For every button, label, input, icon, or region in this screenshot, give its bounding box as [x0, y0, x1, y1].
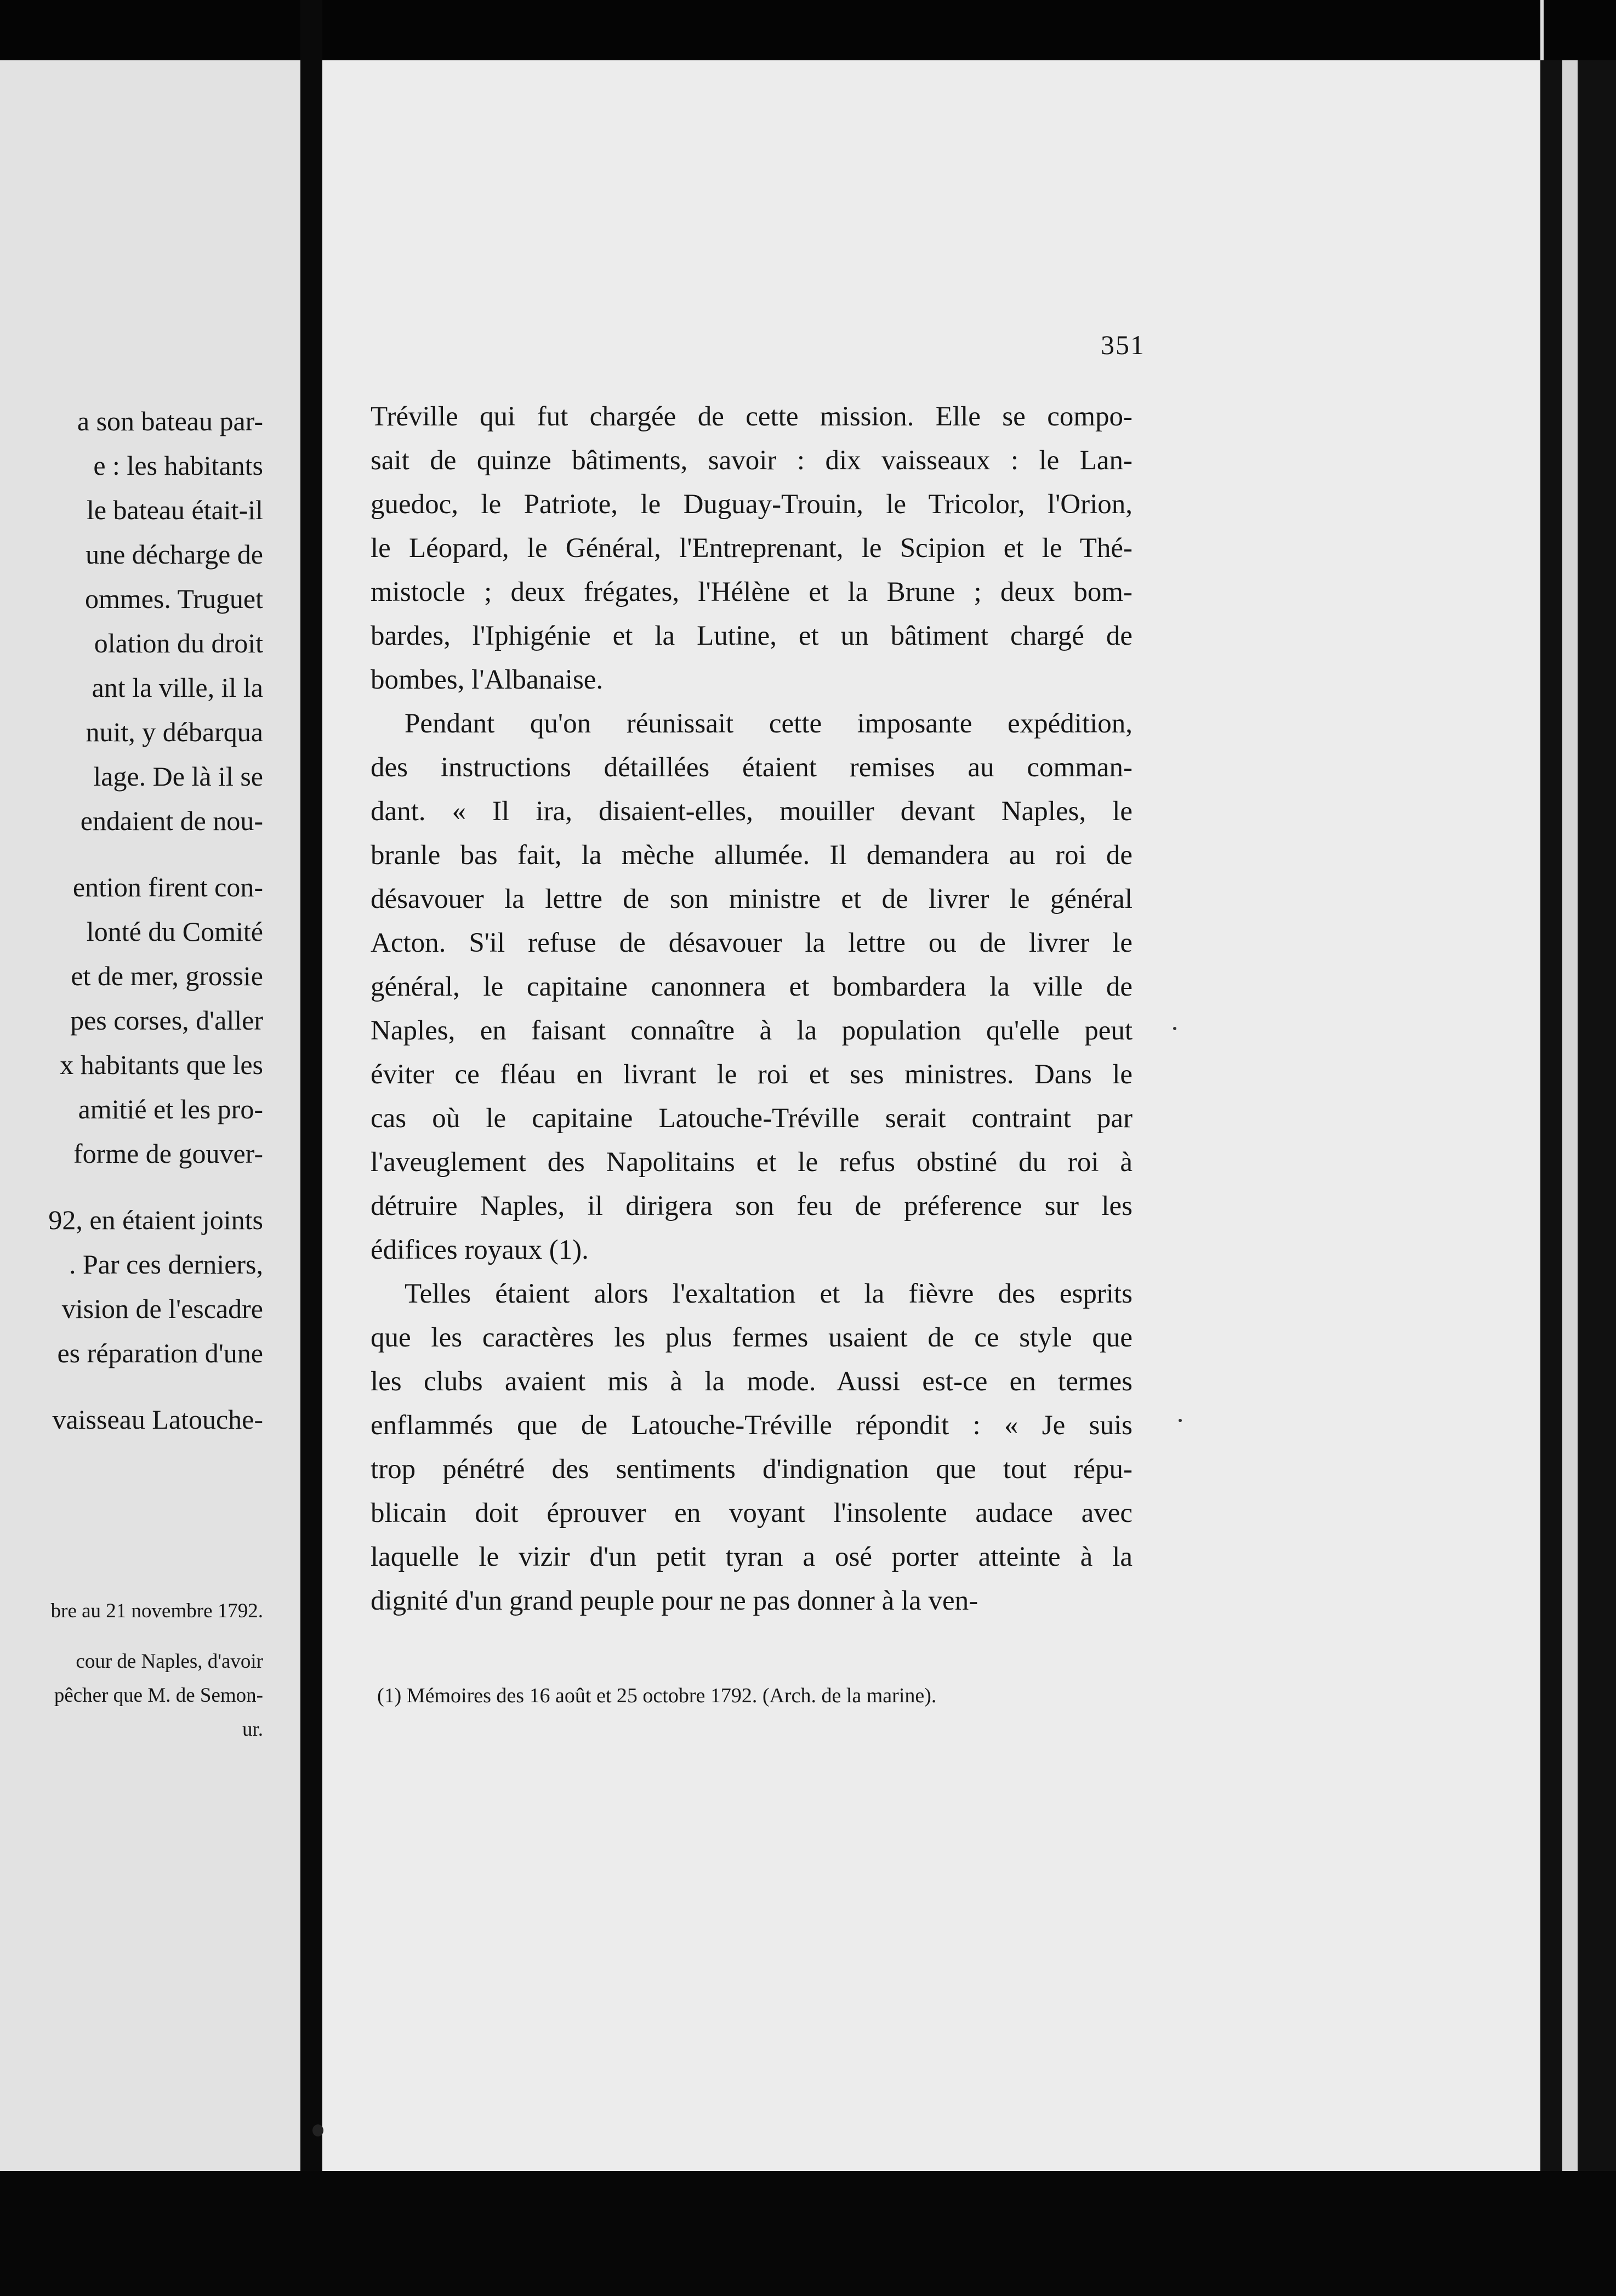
scan-smudge [312, 2124, 323, 2136]
text-line: trop pénétré des sentiments d'indignation que tout répu- [371, 1454, 1133, 1485]
text-line: pêcher que M. de Semon- [54, 1684, 263, 1707]
text-line: ant la ville, il la [92, 672, 263, 703]
text-line: nuit, y débarqua [86, 717, 263, 747]
text-line: e : les habitants [93, 450, 263, 481]
text-line: vision de l'escadre [61, 1293, 263, 1324]
text-line: . Par ces derniers, [69, 1249, 263, 1280]
text-line: vaisseau Latouche- [52, 1404, 263, 1435]
text-line: Tréville qui fut chargée de cette mission. Elle se compo- [371, 401, 1133, 432]
text-line: bombes, l'Albanaise. [371, 664, 604, 695]
text-line: dant. « Il ira, disaient-elles, mouiller devant Naples, le [371, 796, 1133, 827]
page-number: 351 [1101, 329, 1145, 360]
text-line: mistocle ; deux frégates, l'Hélène et la Brune ; deux bom- [371, 577, 1133, 607]
page-edge-strip [1562, 60, 1578, 2171]
text-line: es réparation d'une [57, 1338, 263, 1368]
line-gap [0, 843, 263, 865]
left-page-text [0, 399, 263, 1442]
text-line: le Léopard, le Général, l'Entreprenant, le Scipion et le Thé- [371, 533, 1133, 564]
text-line: éviter ce fléau en livrant le roi et ses ministres. Dans le [371, 1059, 1133, 1090]
paragraph [371, 395, 1133, 702]
text-line: forme de gouver- [73, 1138, 263, 1169]
scan-edge-line [1540, 0, 1544, 60]
text-line: général, le capitaine canonnera et bombardera la ville de [371, 971, 1133, 1002]
text-line: désavouer la lettre de son ministre et de livrer le général [371, 884, 1133, 914]
text-line: détruire Naples, il dirigera son feu de préference sur les [371, 1191, 1133, 1221]
text-line: lage. De là il se [93, 761, 263, 792]
scan-top-border [0, 0, 1616, 60]
text-line: des instructions détaillées étaient remises au comman- [371, 752, 1133, 783]
left-page-footnotes [0, 1594, 263, 1747]
footnote: (1) Mémoires des 16 août et 25 octobre 1792. (Arch. de la marine). [377, 1684, 937, 1707]
line-gap [0, 1376, 263, 1397]
text-line: une décharge de [86, 539, 263, 570]
paragraph [371, 702, 1133, 1272]
text-line: le bateau était-il [86, 495, 263, 525]
text-line: dignité d'un grand peuple pour ne pas donner à la ven- [371, 1585, 978, 1616]
right-page-edge [1540, 60, 1616, 2171]
text-line: sait de quinze bâtiments, savoir : dix vaisseaux : le Lan- [371, 445, 1133, 476]
text-line: x habitants que les [60, 1049, 263, 1080]
text-line: amitié et les pro- [78, 1094, 263, 1124]
text-line: ommes. Truguet [84, 583, 263, 614]
text-line: ention firent con- [72, 872, 263, 902]
text-line: l'aveuglement des Napolitains et le refus obstiné du roi à [371, 1147, 1133, 1178]
text-line: et de mer, grossie [71, 961, 263, 991]
text-line: Pendant qu'on réunissait cette imposante expédition, [405, 708, 1133, 739]
main-text [371, 395, 1133, 1623]
text-line: Acton. S'il refuse de désavouer la lettre ou de livrer le [371, 928, 1133, 958]
text-line: les clubs avaient mis à la mode. Aussi est-ce en termes [371, 1366, 1133, 1397]
text-line: pes corses, d'aller [70, 1005, 263, 1036]
text-line: édifices royaux (1). [371, 1235, 589, 1265]
text-line: Naples, en faisant connaître à la population qu'elle peut [371, 1015, 1133, 1046]
left-page [0, 60, 300, 2171]
text-line: que les caractères les plus fermes usaient de ce style que [371, 1322, 1133, 1353]
scan-speck [1179, 1419, 1182, 1422]
paragraph [371, 1272, 1133, 1623]
text-line: Telles étaient alors l'exaltation et la fièvre des esprits [405, 1278, 1133, 1309]
text-line: enflammés que de Latouche-Tréville répondit : « Je suis [371, 1410, 1133, 1441]
scan-bottom-border [0, 2171, 1616, 2296]
right-page [322, 60, 1540, 2171]
line-gap [0, 1176, 263, 1198]
text-line: blicain doit éprouver en voyant l'insolente audace avec [371, 1498, 1133, 1528]
text-line: bre au 21 novembre 1792. [50, 1600, 263, 1622]
text-line: cas où le capitaine Latouche-Tréville serait contraint par [371, 1103, 1133, 1134]
book-gutter [300, 0, 322, 2296]
text-line: ur. [242, 1718, 263, 1741]
text-line: 92, en étaient joints [48, 1204, 263, 1235]
text-line: olation du droit [94, 628, 263, 658]
text-line: guedoc, le Patriote, le Duguay-Trouin, le Tricolor, l'Orion, [371, 489, 1133, 520]
line-gap [0, 1628, 263, 1645]
text-line: cour de Naples, d'avoir [76, 1650, 263, 1673]
text-line: bardes, l'Iphigénie et la Lutine, et un bâtiment chargé de [371, 621, 1133, 651]
text-line: endaient de nou- [80, 805, 263, 836]
text-line: laquelle le vizir d'un petit tyran a osé porter atteinte à la [371, 1542, 1133, 1572]
text-line: branle bas fait, la mèche allumée. Il demandera au roi de [371, 840, 1133, 871]
text-line: lonté du Comité [86, 916, 263, 947]
scan-speck [1173, 1027, 1176, 1030]
text-line: a son bateau par- [77, 406, 263, 436]
